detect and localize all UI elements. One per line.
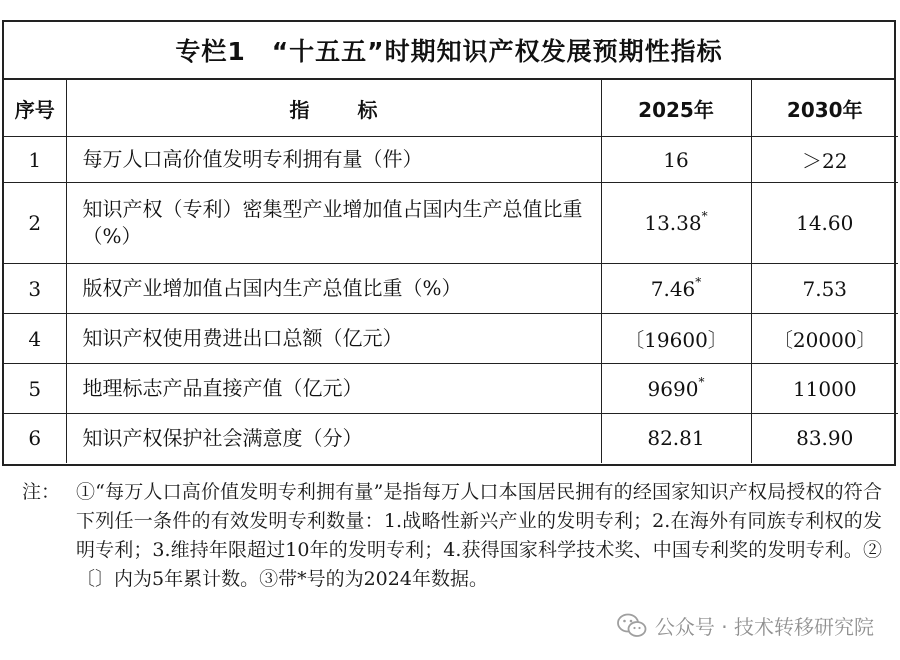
row-indicator: 每万人口高价值发明专利拥有量（件） <box>66 137 601 183</box>
watermark-text: 公众号 · 技术转移研究院 <box>654 615 874 639</box>
notes <box>22 478 882 594</box>
col-header-indicator <box>66 80 601 137</box>
row-value-2030: 14.60 <box>751 183 898 264</box>
col-header-indicator-a: 指 <box>289 97 310 122</box>
row-seq: 6 <box>4 414 66 463</box>
table-row <box>4 314 898 364</box>
table-row <box>4 137 898 183</box>
row-indicator: 知识产权使用费进出口总额（亿元） <box>66 314 601 364</box>
col-header-indicator-b: 标 <box>357 97 378 122</box>
row-value-2025: 16 <box>601 137 751 183</box>
col-header-2030: 2030年 <box>751 80 898 137</box>
watermark <box>617 611 874 640</box>
col-header-2025: 2025年 <box>601 80 751 137</box>
row-seq: 2 <box>4 183 66 264</box>
row-value-2030: 83.90 <box>751 414 898 463</box>
table-row <box>4 414 898 463</box>
notes-label: 注： <box>22 481 61 503</box>
row-value-2030: 〔20000〕 <box>751 314 898 364</box>
row-indicator: 版权产业增加值占国内生产总值比重（%） <box>66 264 601 314</box>
table-title: 专栏1 “十五五”时期知识产权发展预期性指标 <box>4 22 894 80</box>
table-row <box>4 264 898 314</box>
row-value-2025: 13.38* <box>601 183 751 264</box>
row-seq: 4 <box>4 314 66 364</box>
row-seq: 1 <box>4 137 66 183</box>
row-indicator: 地理标志产品直接产值（亿元） <box>66 364 601 414</box>
row-value-2025: 82.81 <box>601 414 751 463</box>
wechat-icon <box>617 613 647 639</box>
row-seq: 5 <box>4 364 66 414</box>
table-row <box>4 364 898 414</box>
notes-text: ①“每万人口高价值发明专利拥有量”是指每万人口本国居民拥有的经国家知识产权局授权的符合下列任一条件的有效发明专利数量：1.战略性新兴产业的发明专利；2.在海外有同族专利权的发明专利；3.维持年限超过10年的发明专利；4.获得国家科学技术奖、中国专利奖的发明专利。②〔〕内为5年累计数。③带*号的为2024年数据。 <box>76 481 882 590</box>
row-value-2030: 11000 <box>751 364 898 414</box>
row-value-2025: 7.46* <box>601 264 751 314</box>
row-value-2025: 9690* <box>601 364 751 414</box>
row-value-2030: ＞22 <box>751 137 898 183</box>
indicator-table-frame <box>2 20 896 466</box>
row-indicator: 知识产权保护社会满意度（分） <box>66 414 601 463</box>
row-indicator: 知识产权（专利）密集型产业增加值占国内生产总值比重（%） <box>66 183 601 264</box>
row-value-2030: 7.53 <box>751 264 898 314</box>
table-row <box>4 183 898 264</box>
row-value-2025: 〔19600〕 <box>601 314 751 364</box>
header-row <box>4 80 898 137</box>
col-header-seq: 序号 <box>4 80 66 137</box>
row-seq: 3 <box>4 264 66 314</box>
indicator-table <box>4 80 898 463</box>
